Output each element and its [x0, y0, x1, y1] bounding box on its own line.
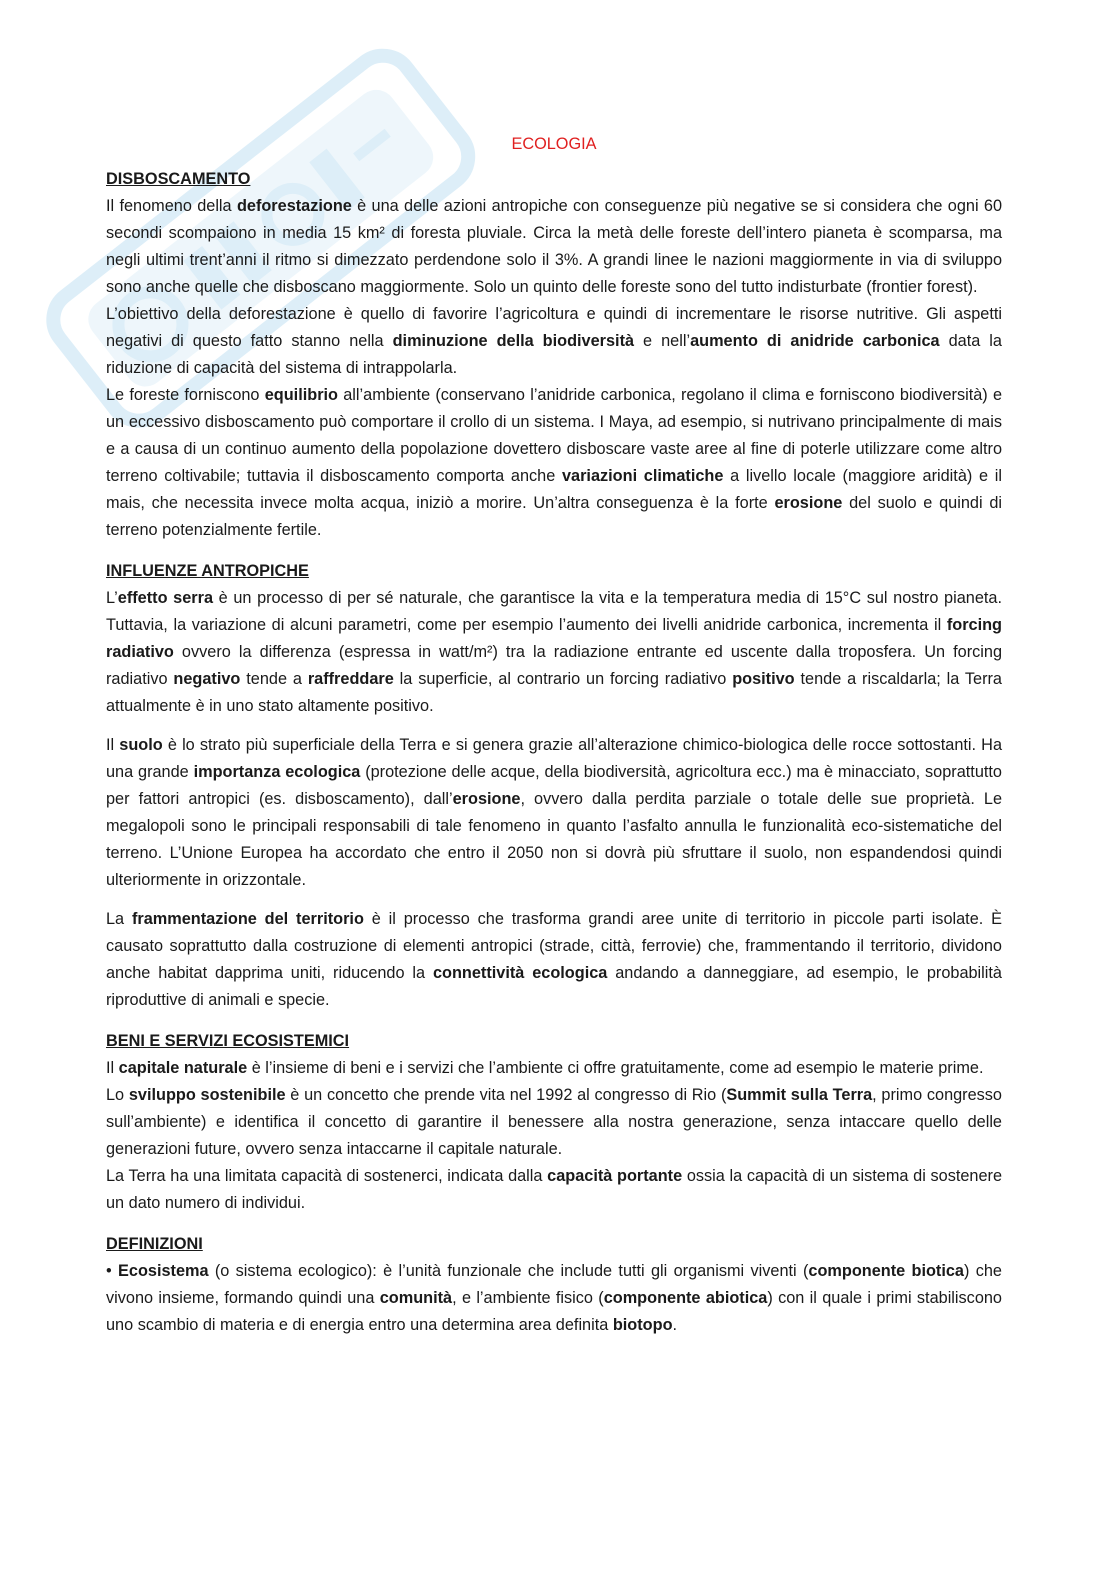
section-disboscamento — [106, 166, 1002, 544]
section-definizioni — [106, 1231, 1002, 1339]
paragraph: Lo sviluppo sostenibile è un concetto che prende vita nel 1992 al congresso di Rio (Summit sulla Terra, primo congresso sull’ambiente) e identifica il concetto di garantire il benessere alla nostra generazione, senza intaccare quello delle generazioni future, ovvero senza intaccarne il capitale naturale. — [106, 1086, 1002, 1158]
list-item: • Ecosistema (o sistema ecologico): è l’unità funzionale che include tutti gli organismi viventi (componente biotica) che vivono insieme, formando quindi una comunità, e l’ambiente fisico (componente abiotica) con il quale i primi stabiliscono uno scambio di materia e di energia entro una determina area definita biotopo. — [106, 1262, 1002, 1334]
paragraph: Il fenomeno della deforestazione è una delle azioni antropiche con conseguenze più negative se si considera che ogni 60 secondi scompaiono in media 15 km² di foresta pluviale. Circa la metà delle foreste dell’intero pianeta è scomparsa, ma negli ultimi trent’anni il ritmo si dimezzato perdendone solo il 3%. A grandi linee le nazioni maggiormente in via di sviluppo sono anche quelle che disboscano maggiormente. Solo un quinto delle foreste sono del tutto indisturbate (frontier forest). — [106, 197, 1002, 296]
section-heading: BENI E SERVIZI ECOSISTEMICI — [106, 1032, 350, 1050]
section-heading: INFLUENZE ANTROPICHE — [106, 562, 309, 580]
paragraph: La Terra ha una limitata capacità di sostenerci, indicata dalla capacità portante ossia la capacità di un sistema di sostenere un dato numero di individui. — [106, 1167, 1003, 1212]
document-title: ECOLOGIA — [511, 135, 597, 153]
section-beni-servizi — [106, 1028, 1002, 1217]
section-heading: DISBOSCAMENTO — [106, 170, 251, 188]
paragraph: L’obiettivo della deforestazione è quello di favorire l’agricoltura e quindi di incrementare le risorse nutritive. Gli aspetti negativi di questo fatto stanno nella diminuzione della biodiversità e nell’aumento di anidride carbonica data la riduzione di capacità del sistema di intrappolarla. — [106, 305, 1002, 377]
section-influenze-antropiche — [106, 558, 1002, 1014]
paragraph: La frammentazione del territorio è il processo che trasforma grandi aree unite di territorio in piccole parti isolate. È causato soprattutto dalla costruzione di elementi antropici (strade, città, ferrovie) che, frammentando il territorio, dividono anche habitat dapprima uniti, riducendo la connettività ecologica andando a danneggiare, ad esempio, le probabilità riproduttive di animali e specie. — [106, 910, 1002, 1009]
paragraph: Il suolo è lo strato più superficiale della Terra e si genera grazie all’alterazione chimico-biologica delle rocce sottostanti. Ha una grande importanza ecologica (protezione delle acque, della biodiversità, agricoltura ecc.) ma è minacciato, soprattutto per fattori antropici (es. disboscamento), dall’erosione, ovvero dalla perdita parziale o totale delle sue proprietà. Le megalopoli sono le principali responsabili di tale fenomeno in quanto l’asfalto annulla le funzionalità eco-sistematiche del terreno. L’Unione Europea ha accordato che entro il 2050 non si dovrà più sfruttare il suolo, non espandendosi quindi ulteriormente in orizzontale. — [106, 736, 1003, 889]
section-heading: DEFINIZIONI — [106, 1235, 203, 1253]
paragraph: Il capitale naturale è l’insieme di beni e i servizi che l’ambiente ci offre gratuitamente, come ad esempio le materie prime. — [106, 1059, 984, 1077]
paragraph: Le foreste forniscono equilibrio all’ambiente (conservano l’anidride carbonica, regolano il clima e forniscono biodiversità) e un eccessivo disboscamento può comportare il crollo di un sistema. I Maya, ad esempio, si nutrivano principalmente di mais e a causa di un continuo aumento della popolazione dovettero disboscare vaste aree al fine di poterle utilizzare come altro terreno coltivabile; tuttavia il disboscamento comporta anche variazioni climatiche a livello locale (maggiore aridità) e il mais, che necessita invece molta acqua, iniziò a morire. Un’altra conseguenza è la forte erosione del suolo e quindi di terreno potenzialmente fertile. — [106, 386, 1002, 539]
bullet-icon: • — [106, 1262, 119, 1280]
document-page — [106, 128, 1002, 1339]
paragraph: L’effetto serra è un processo di per sé naturale, che garantisce la vita e la temperatura media di 15°C sul nostro pianeta. Tuttavia, la variazione di alcuni parametri, come per esempio l’aumento dei livelli anidride carbonica, incrementa il forcing radiativo ovvero la differenza (espressa in watt/m²) tra la radiazione entrante ed uscente dalla troposfera. Un forcing radiativo negativo tende a raffreddare la superficie, al contrario un forcing radiativo positivo tende a riscaldarla; la Terra attualmente è in uno stato altamente positivo. — [106, 589, 1002, 715]
